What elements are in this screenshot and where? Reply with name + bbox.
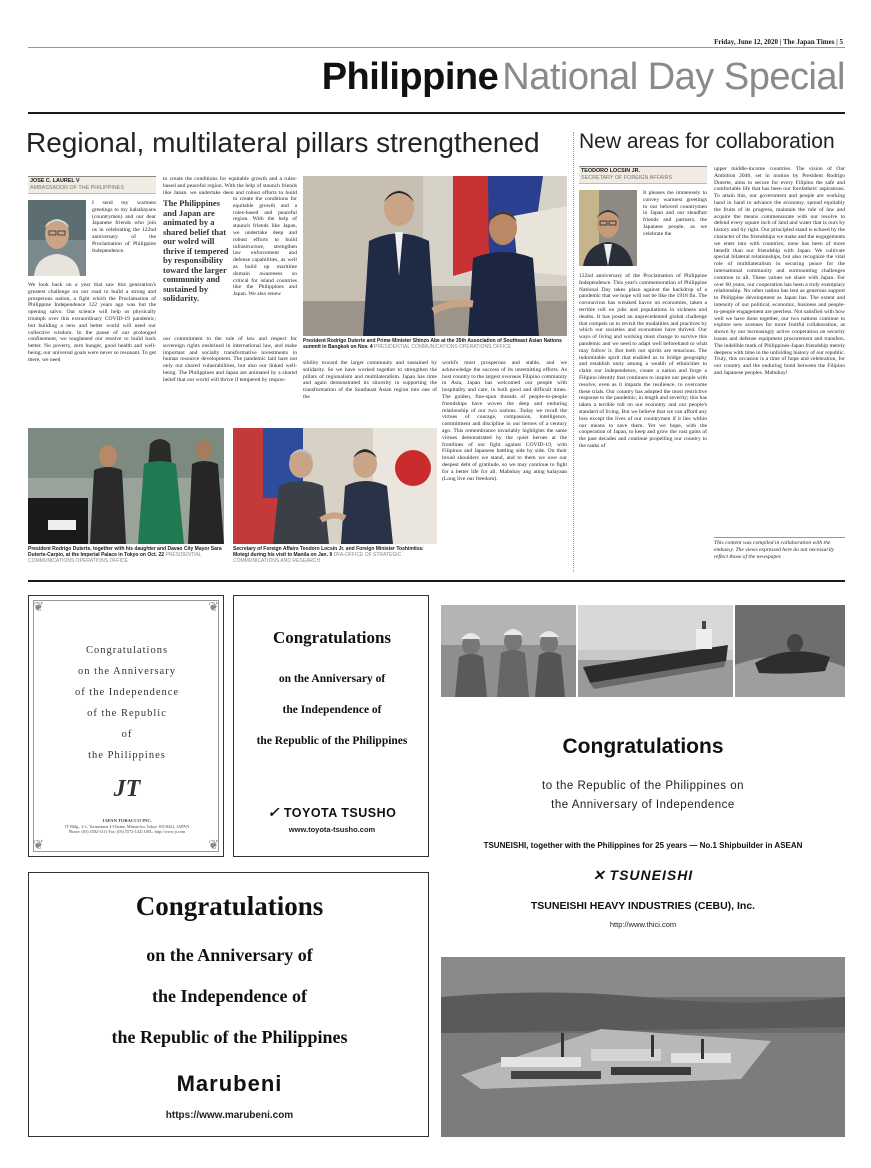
photo-duterte-abe: [303, 176, 567, 336]
tsuneishi-url: http://www.thici.com: [609, 920, 677, 929]
tsuneishi-mark-icon: ✕: [592, 867, 606, 883]
photo-locsin-motegi: [233, 428, 437, 544]
marubeni-line1: on the Anniversary of: [146, 945, 313, 965]
left-col2-top: to create the conditions for equitable growth and a rules-based and peaceful region. With the help of staunch friends like Japan, we undertake deep and robust efforts to build: [163, 176, 297, 194]
tsuneishi-jetski-photo: [735, 605, 845, 697]
ad-tsuneishi: [441, 605, 845, 1137]
left-col4: world's most prosperous and stable, and we acknowledge the success of its unremitting efforts. As host country to the largest overseas Filipino community in Asia, Japan has welcomed our people with hospitality and care, in both good and difficult times. The golden, fine-spun threads of people-to-people friendships have woven the deep and enduring relationship of our two nations. Today we recall the virtues of courage, compassion, intelligence, commitment and discipline in our heroes of a century ago. This remembrance invariably highlights the same virtues demonstrated by the quiet heroes at the frontlines of our fight against COVID-19, with Filipinos and Japanese battling side by side. On their broad shoulders we stand, and to them we owe our deepest debt of gratitude, so we may continue to fight for a better life for all. Mabuhay ang ating kalayaan (Long live our freedom).: [442, 360, 567, 482]
jt-line: of: [121, 729, 133, 740]
right-col1-body: 122nd anniversary of the Proclamation of Philippine Independence. This year's commemoration of Philippine National Day takes place against the backdrop of a pandemic that we hope will not be like the 1918 flu. The coronavirus has wreaked havoc on economies, taken a terrible toll on jobs and populations in sickness and deaths. It has posed an unprecedented global challenge that compels us to revisit the modalities and practices by which our societies and economies have thrived. Our ways of living and working must change to survive this pandemic and we need to adapt well beforehand to what may follow it. But both our spirits are tenacious. The indomitable spirit that enabled us to bridge geography and establish unity among a wealth of ethnicities to claim our independence, create a nation and forge a Filipino identity that continues to inspire our people with resolve, even as it imparts the resilience, to overcome these trials. Our country has adopted the most restrictive response to the pandemic, in length and severity; this has taken a terrible toll on our economy and our people's standard of living. But we believe that we can afford any loss except the lives of our countrymen if it lies within our means to save them. Yet we hope, with the cooperation of Japan, to keep and grow the vast gains of the past decades and continue propelling our country to the ranks of: [579, 273, 707, 449]
ad-marubeni: [28, 872, 429, 1137]
left-byline: [28, 176, 156, 194]
left-col3: sibility toward the larger community and sustained by solidarity. So we have worked together to strengthen the pillars of regionalism and multilateralism. Japan has time and again demonstrated its sincerity in supporting the transformation of the Southeast Asian region into one of the: [303, 360, 437, 400]
pull-quote: The Philippines and Japan are animated by a shared belief that our wolrd will thrive if tempered by responsibility toward the larger community and sustained by solidarity.: [163, 199, 229, 303]
section-bottom-rule: [28, 580, 845, 582]
jt-logo: JT: [113, 776, 141, 802]
jt-address: JT Bldg., 2-1, Toranomon 4-Chome, Minato-ku, Tokyo 105-8422, JAPAN: [64, 823, 190, 829]
column-divider: [573, 132, 574, 572]
tsuneishi-logo: [441, 867, 845, 884]
left-col2-top-wrap: [233, 196, 297, 333]
jt-contact: Phone: (03) 3582-3111 Fax: (03) 5572-1441 URL: http://www.jt.com: [68, 829, 186, 834]
toyota-line3: the Republic of the Philippines: [256, 735, 408, 747]
marubeni-line2: the Independence of: [151, 986, 307, 1006]
left-col1-lead: I send my warmest greetings to my kababayans (countrymen) and our dear Japanese friends who join us in celebrating the 122nd anniversary of the Proclamation of Philippine Independence.: [92, 200, 156, 254]
toyota-message: [234, 664, 429, 757]
jt-message: [29, 640, 224, 766]
author-name: JOSE C. LAUREL V: [30, 178, 80, 184]
folio-line: Friday, June 12, 2020 | The Japan Times | 5: [714, 38, 843, 46]
tsuneishi-line1: to the Republic of the Philippines on: [542, 780, 744, 792]
col2-wrap-text: to create the conditions for equitable growth and a rules-based and peaceful region. With the help of staunch friends like Japan, we undertake deep and robust efforts to build infrastructure, strengthen law enforcement and defense capabilities, as well as build up maritime domain awareness so critical for island countries like the Philippines and Japan. We also renew: [233, 196, 297, 298]
ad-japan-tobacco: [28, 595, 224, 857]
left-headline: Regional, multilateral pillars strengthened: [26, 127, 540, 158]
left-col1-body: We look back on a year that saw this generation's greatest challenge on our road to build a strong and prosperous nation, a fight which the Proclamation of Philippine Independence 122 years ago was but the opening salvo. Our science will help us physically triumph over this extraordinary COVID-19 pandemic; but building a new and better world will need our collective wisdom. In the pause of our prolonged confinement, we toughened our resolve to build back better. No poverty, zero hunger, good health and well-being; our universal goals were never so resonant. To get there, we need: [28, 282, 156, 363]
author-title: AMBASSADOR OF THE PHILIPPINES: [30, 185, 124, 191]
right-byline: [579, 166, 707, 184]
tsuneishi-company: TSUNEISHI HEAVY INDUSTRIES (CEBU), Inc.: [530, 900, 756, 912]
right-headline: New areas for collaboration: [579, 130, 835, 153]
tsuneishi-workers-photo: [441, 605, 576, 697]
right-col2: upper middle-income countries. The vision of Our Ambition 2040, set in motion by President Rodrigo Duterte, aims to secure for every Filipino the safe and comfortable life that has been our forefathers' aspirations. To attain this, our government and people are working hand in hand to advance the economy, spread equitably the fruits of its progress, maintain the rule of law and acquire the means commensurate with our resolve to defend every square inch of land and water that is ours by history and by right. Our principled stand is echoed by the character of the friendships we make and the engagements we enter into with countries; none has been of more benefit than our friendship with Japan. We cultivate special bilateral relationships, but also recognize the vital role of multilateralism in securing peace for the international community and surmounting challenges common to all. These values we share with Japan. For over 60 years, our cooperation has been a truly exemplary relationship. No other nation has lent as generous support to Philippine development as Japan has. The extent and intensity of our political, economic, business and people-to-people engagement are peerless. Not satisfied with how well we have done together, our two nations continue to explore new avenues for more fruitful collaboration, as shown by our increasingly active cooperation on security issues and defense equipment procurement and transfers. The indelible mark of Philippines-Japan friendship merely deepens with time in the unfolding history of our republic. Truly, this occasion is a time of hope and celebration, for our country and the enduring bond between the Filipino and Japanese peoples. Mabuhay!: [714, 166, 845, 376]
banner-rule: [28, 112, 845, 114]
ad-toyota-tsusho: [233, 595, 429, 857]
tsuneishi-ship-photo: [578, 605, 733, 697]
right-author-title: SECRETARY OF FOREIGN AFFAIRS: [581, 175, 673, 181]
marubeni-logo: Marubeni: [176, 1071, 283, 1096]
photo1-credit: PRESIDENTIAL COMMUNICATIONS OPERATIONS OFFICE: [374, 344, 512, 350]
photo2-credit: PRESIDENTIAL COMMUNICATIONS OPERATIONS OFFICE: [28, 552, 202, 564]
photo-duterte-palace: [28, 428, 224, 544]
photo1-caption-text: President Rodrigo Duterte and Prime Minister Shinzo Abe at the 35th Association of Southeast Asian Nations summit in Bangkok on Nov. 4: [303, 338, 562, 350]
jt-line: the Philippines: [88, 750, 166, 761]
jt-line: of the Republic: [87, 708, 167, 719]
tsuneishi-logo-text: TSUNEISHI: [609, 867, 694, 883]
banner-bold: Philippine: [321, 56, 499, 98]
toyota-url: www.toyota-tsusho.com: [288, 825, 376, 834]
toyota-logo-text: TOYOTA TSUSHO: [283, 806, 397, 820]
corner-ornament-icon: ❦: [33, 837, 44, 852]
marubeni-message: [29, 935, 429, 1058]
tsuneishi-line2: the Anniversary of Independence: [551, 799, 735, 811]
corner-ornament-icon: ❦: [208, 837, 219, 852]
jt-line: of the Independence: [74, 687, 180, 698]
ambassador-portrait: [28, 200, 86, 276]
toyota-title: Congratulations: [272, 628, 392, 647]
marubeni-url: https://www.marubeni.com: [165, 1110, 294, 1121]
toyota-line2: the Independence of: [282, 704, 382, 716]
banner-light: National Day Special: [502, 56, 845, 98]
left-col2-bottom: our commitment to the rule of law and respect for sovereign rights enshrined in international law, and make important and socially transformative investments in human resource development. The pandemic laid bare not only our shared vulnerabilities, but also our linked well-being. The Philippines and Japan are animated by a shared belief that our world will thrive if tempered by respon-: [163, 336, 297, 383]
marubeni-line3: the Republic of the Philippines: [111, 1027, 348, 1047]
right-author-name: TEODORO LOCSIN JR.: [581, 168, 641, 174]
photo3-credit: DFA-OFFICE OF STRATEGIC COMMUNICATIONS AND RESEARCH: [233, 552, 402, 564]
corner-ornament-icon: ❦: [33, 599, 44, 614]
tsuneishi-shipyard-photo: [441, 957, 845, 1137]
jt-line: on the Anniversary: [78, 666, 176, 677]
disclaimer-note: This content was compiled in collaboration with the embassy. The views expressed here do not necessarily reflect those of the newspaper.: [714, 537, 845, 571]
section-banner: [28, 56, 845, 108]
toyota-line1: on the Anniversary of: [278, 673, 386, 685]
photo3-caption-text: Secretary of Foreign Affairs Teodoro Locsin Jr. and Foreign Minister Toshimitsu Motegi during his visit to Manila on Jan. 9: [233, 546, 423, 558]
photo3-caption: [233, 546, 437, 572]
toyota-logo: [234, 804, 429, 821]
corner-ornament-icon: ❦: [208, 599, 219, 614]
jt-footer: [39, 818, 215, 835]
secretary-portrait: [579, 190, 637, 266]
toyota-mark-icon: ✓: [267, 804, 280, 820]
photo2-caption: [28, 546, 224, 572]
tsuneishi-tagline: TSUNEISHI, together with the Philippines for 25 years — No.1 Shipbuilder in ASEAN: [483, 841, 803, 850]
tsuneishi-title: Congratulations: [562, 735, 724, 758]
jt-line: Congratulations: [85, 645, 169, 656]
marubeni-title: Congratulations: [135, 891, 324, 921]
right-col1-lead: It pleases me immensely to convey warmest greetings to our beloved countrymen in Japan and our steadfast friends and partners, the Japanese people, as we celebrate the: [643, 190, 707, 237]
photo1-caption: [303, 338, 567, 352]
top-rule: [28, 47, 845, 48]
photo2-caption-text: President Rodrigo Duterte, together with his daughter and Davao City Mayor Sara Duterte-Carpio, at the Imperial Palace in Tokyo on Oct. 22: [28, 546, 222, 558]
jt-company: JAPAN TOBACCO INC.: [102, 818, 152, 823]
tsuneishi-message: [441, 777, 845, 815]
